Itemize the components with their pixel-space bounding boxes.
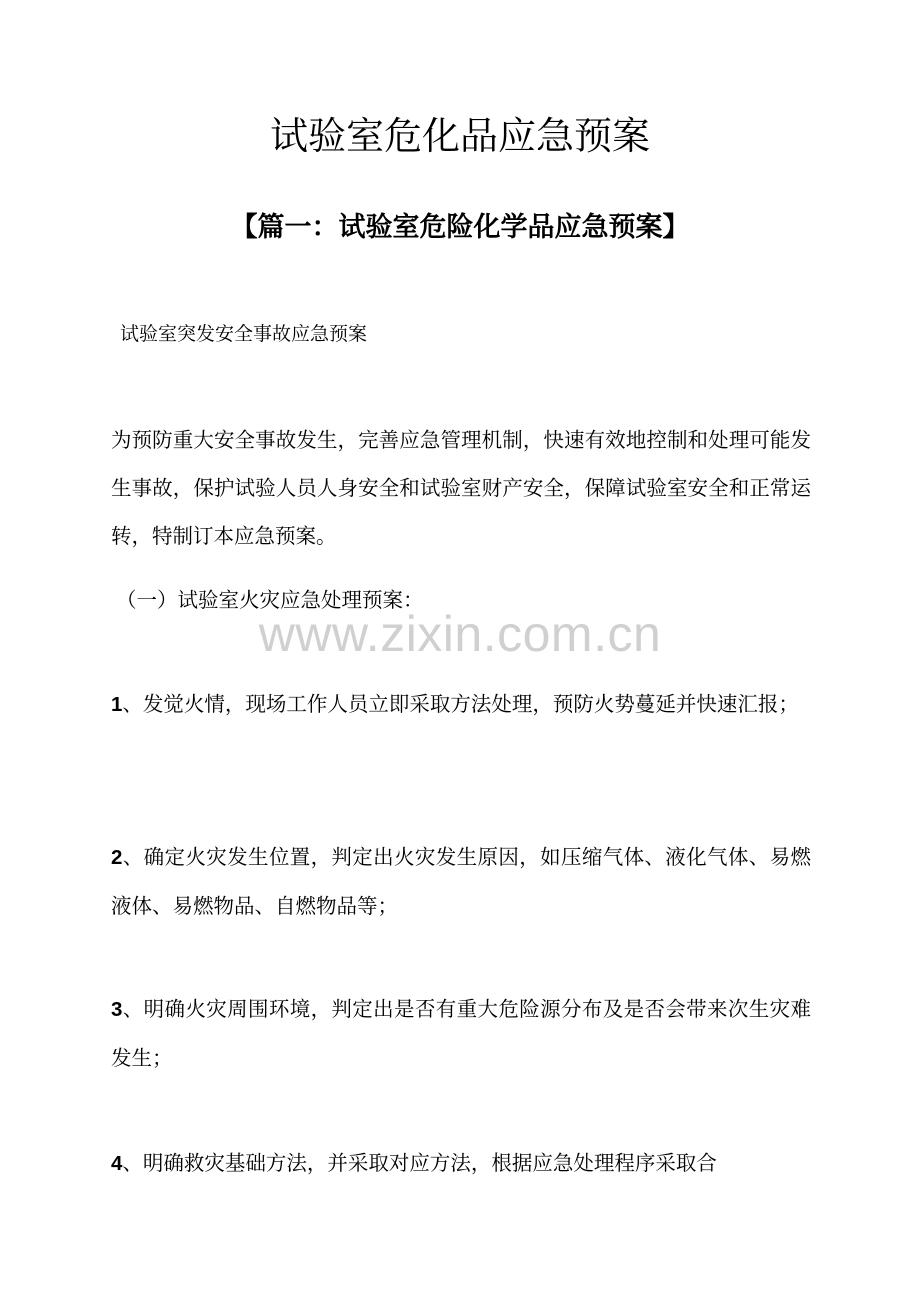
item-text: 、确定火灾发生位置，判定出火灾发生原因，如压缩气体、液化气体、易燃液体、易燃物品、自燃物品等； xyxy=(111,845,811,918)
item-number: 4 xyxy=(111,1152,123,1175)
item-text: 、明确火灾周围环境，判定出是否有重大危险源分布及是否会带来次生灾难发生； xyxy=(111,997,811,1070)
watermark: www.zixin.com.cn xyxy=(258,606,662,662)
list-item xyxy=(111,985,811,1082)
list-item xyxy=(111,1139,811,1188)
subsection-heading: （一）试验室火灾应急处理预案： xyxy=(116,588,424,612)
document-subtitle: 【篇一：试验室危险化学品应急预案】 xyxy=(230,212,690,243)
section-heading: 试验室突发安全事故应急预案 xyxy=(120,323,368,345)
list-item xyxy=(111,833,811,930)
item-text: 、发觉火情，现场工作人员立即采取方法处理，预防火势蔓延并快速汇报； xyxy=(122,692,799,716)
item-number: 2 xyxy=(111,846,123,869)
intro-paragraph: 为预防重大安全事故发生，完善应急管理机制，快速有效地控制和处理可能发生事故，保护试验人员人身安全和试验室财产安全，保障试验室安全和正常运转，特制订本应急预案。 xyxy=(111,428,811,548)
document-title: 试验室危化品应急预案 xyxy=(269,114,650,158)
item-number: 1 xyxy=(111,693,123,716)
item-text: 、明确救灾基础方法，并采取对应方法，根据应急处理程序采取合 xyxy=(122,1151,717,1175)
item-number: 3 xyxy=(111,998,123,1021)
list-item xyxy=(111,680,811,729)
